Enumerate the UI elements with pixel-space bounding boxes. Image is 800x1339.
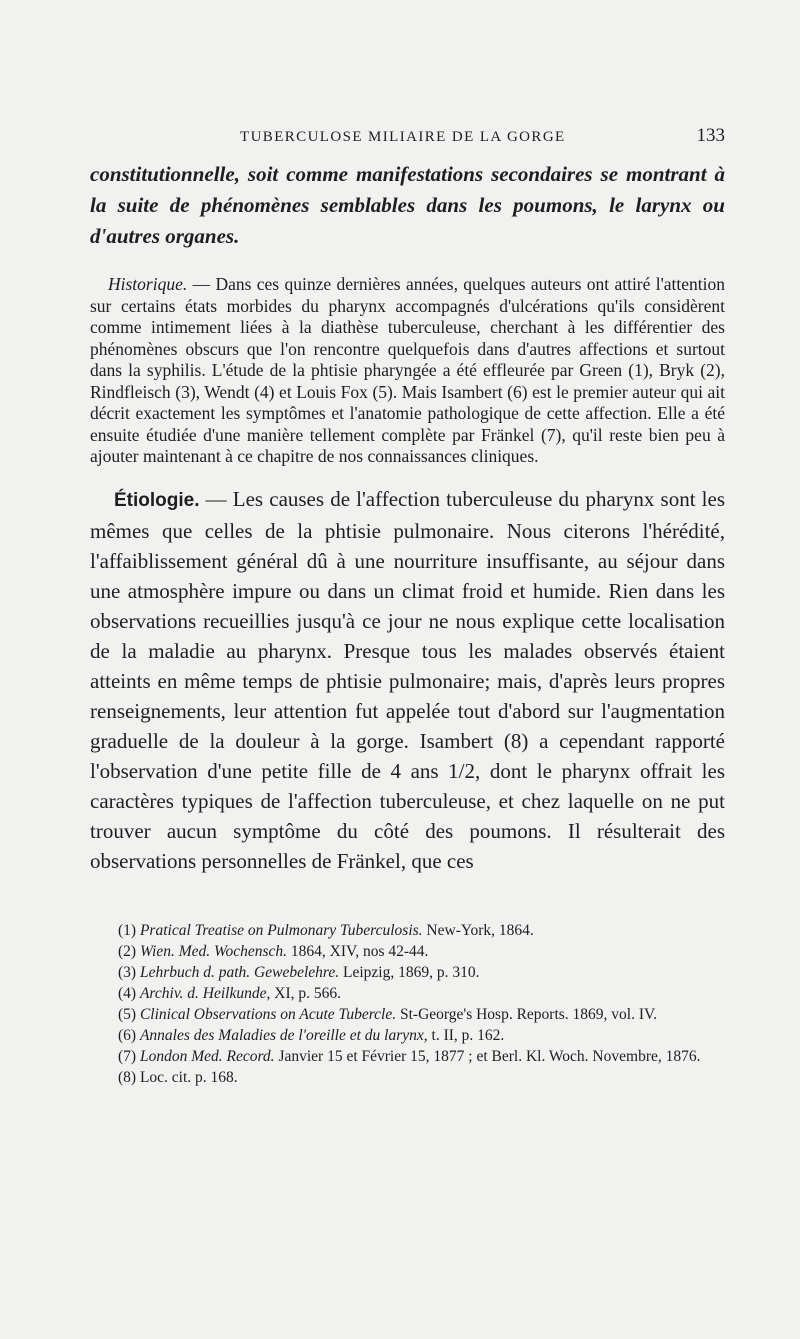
footnote-number: (5)	[118, 1005, 137, 1023]
historique-text: — Dans ces quinze dernières années, quelques auteurs ont attiré l'attention sur certains états morbides du pharynx accompagnés d'ulcérations qu'ils considèrent comme intimement liées à la diathèse tuberculeuse, cherchant à les différentier des phénomènes obscurs que l'on rencontre quelquefois dans d'autres affections et surtout dans la syphilis. L'étude de la phtisie pharyngée a été effleurée par Green (1), Bryk (2), Rindfleisch (3), Wendt (4) et Louis Fox (5). Mais Isambert (6) est le premier auteur qui ait décrit exactement les symptômes et l'anatomie pathologique de cette affection. Elle a été ensuite étudiée d'une manière tellement complète par Fränkel (7), qu'il reste bien peu à ajouter maintenant à ce chapitre de nos connaissances cliniques.	[90, 274, 725, 466]
footnote-details: t. II, p. 162.	[427, 1026, 505, 1044]
footnote-reference: London Med. Record.	[139, 1047, 275, 1065]
footnote-reference: Annales des Maladies de l'oreille et du larynx,	[139, 1026, 428, 1044]
footnote	[90, 983, 725, 1004]
footnote-number: (6)	[118, 1026, 137, 1044]
footnote-details: Loc. cit. p. 168.	[139, 1068, 238, 1086]
footnote	[90, 1046, 725, 1067]
footnote-details: New-York, 1864.	[422, 921, 534, 939]
footnote	[90, 962, 725, 983]
footnote-number: (3)	[118, 963, 137, 981]
page-number: 133	[696, 125, 725, 146]
footnote-reference: Pratical Treatise on Pulmonary Tuberculosis.	[139, 921, 423, 939]
etiologie-text: — Les causes de l'affection tuberculeuse du pharynx sont les mêmes que celles de la phtisie pulmonaire. Nous citerons l'hérédité, l'affaiblissement général dû à une nourriture insuffisante, au séjour dans une atmosphère impure ou dans un climat froid et humide. Rien dans les observations recueillies jusqu'à ce jour ne nous explique cette localisation de la maladie au pharynx. Presque tous les malades observés étaient atteints en même temps de phtisie pulmonaire; mais, d'après leurs propres renseignements, leur attention fut appelée tout d'abord sur l'augmentation graduelle de la douleur à la gorge. Isambert (8) a cependant rapporté l'observation d'une petite fille de 4 ans 1/2, dont le pharynx offrait les caractères typiques de l'affection tuberculeuse, et chez laquelle on ne put trouver aucun symptôme du côté des poumons. Il résulterait des observations personnelles de Fränkel, que ces	[90, 486, 725, 873]
historique-paragraph	[90, 274, 725, 468]
running-header	[90, 125, 725, 153]
footnote-number: (1)	[118, 921, 137, 939]
footnote	[90, 920, 725, 941]
footnote-number: (7)	[118, 1047, 137, 1065]
footnote-details: 1864, XIV, nos 42-44.	[287, 942, 429, 960]
footnote-number: (8)	[118, 1068, 137, 1086]
etiologie-heading: Étiologie.	[114, 489, 200, 511]
footnote	[90, 1067, 725, 1088]
footnote-number: (4)	[118, 984, 137, 1002]
running-title: TUBERCULOSE MILIAIRE DE LA GORGE	[240, 129, 566, 145]
footnote-reference: Wien. Med. Wochensch.	[139, 942, 288, 960]
footnote	[90, 941, 725, 962]
footnote-reference: Lehrbuch d. path. Gewebelehre.	[139, 963, 340, 981]
footnotes	[90, 920, 725, 1088]
footnote-reference: Clinical Observations on Acute Tubercle.	[139, 1005, 397, 1023]
page-content	[90, 125, 725, 1088]
footnote-details: Janvier 15 et Février 15, 1877 ; et Berl. Kl. Woch. Novembre, 1876.	[274, 1047, 701, 1065]
intro-paragraph: constitutionnelle, soit comme manifestations secondaires se montrant à la suite de phénomènes semblables dans les poumons, le larynx ou d'autres organes.	[90, 162, 725, 248]
footnote-details: St-George's Hosp. Reports. 1869, vol. IV.	[396, 1005, 658, 1023]
footnote	[90, 1025, 725, 1046]
etiologie-paragraph	[90, 484, 725, 876]
footnote-number: (2)	[118, 942, 137, 960]
footnote	[90, 1004, 725, 1025]
footnote-details: XI, p. 566.	[270, 984, 341, 1002]
historique-heading: Historique.	[108, 274, 188, 294]
footnote-details: Leipzig, 1869, p. 310.	[339, 963, 480, 981]
footnote-reference: Archiv. d. Heilkunde,	[139, 984, 271, 1002]
